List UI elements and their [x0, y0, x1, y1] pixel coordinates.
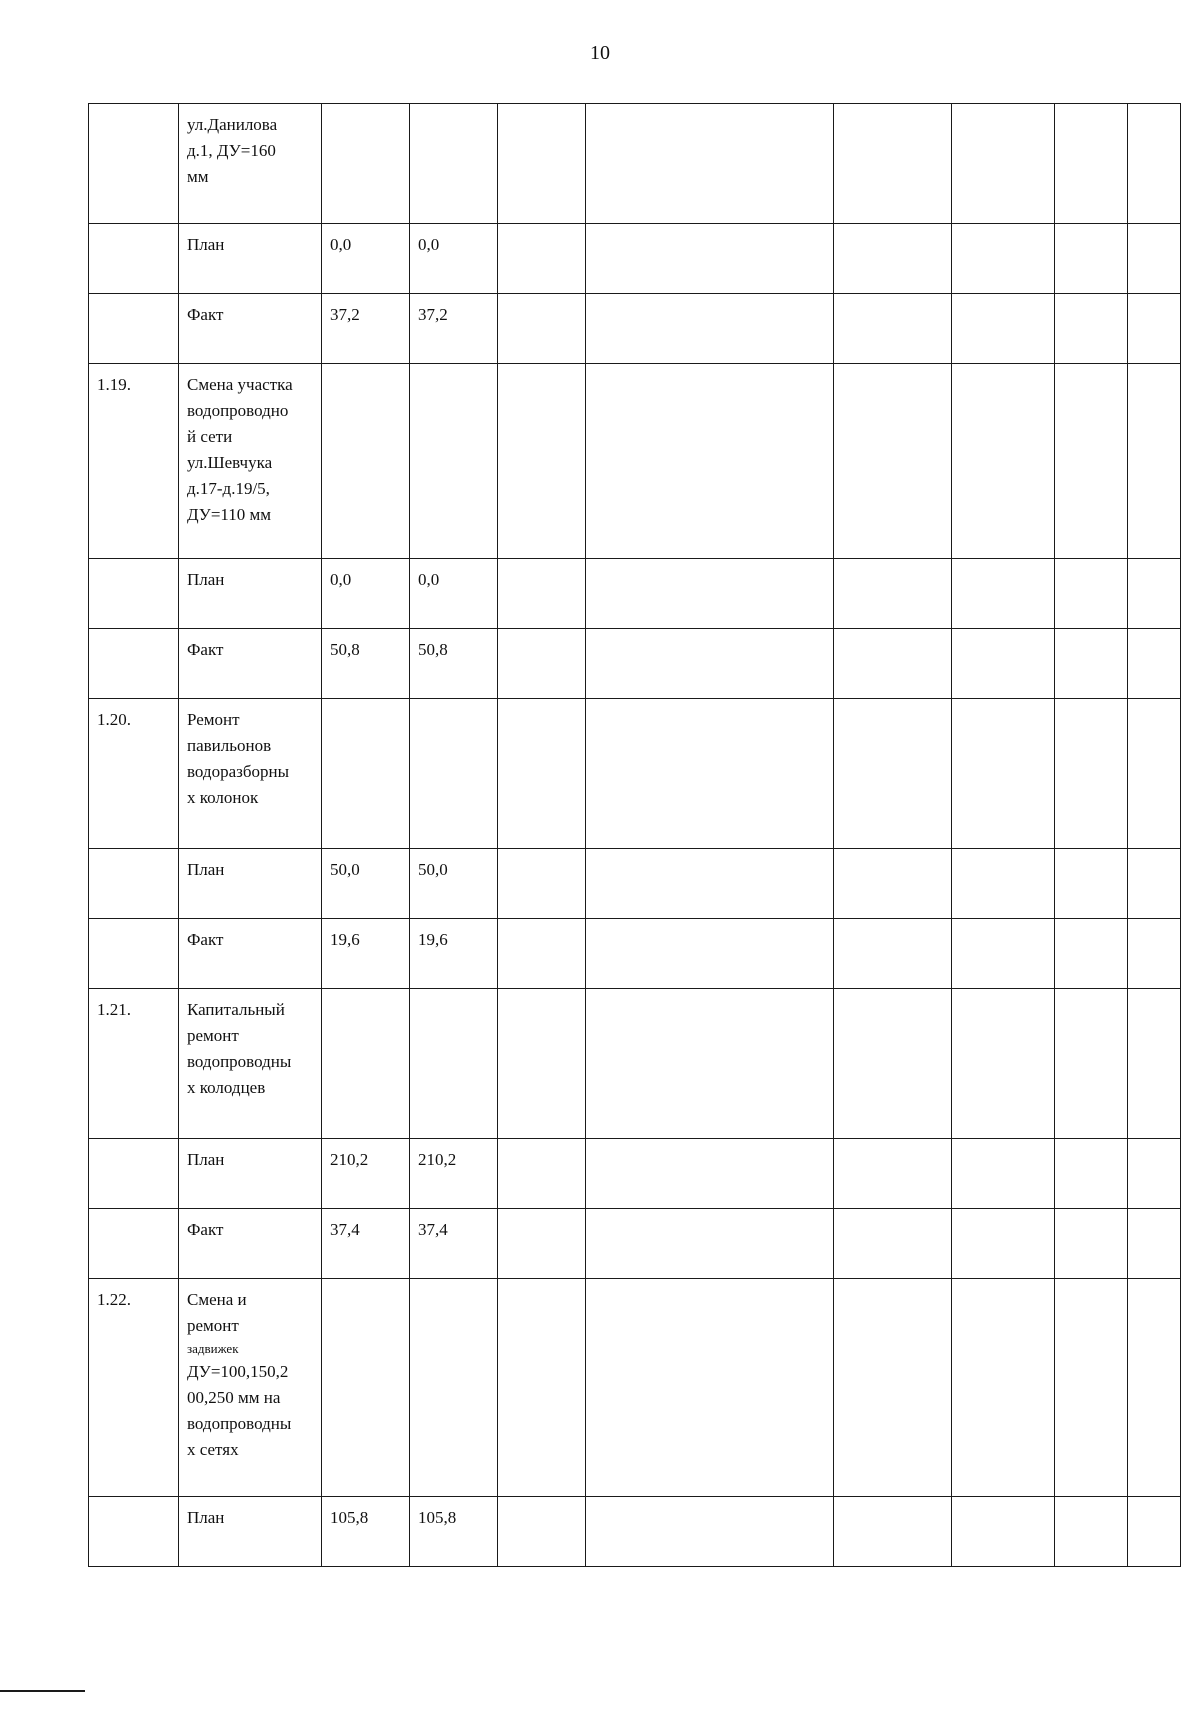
- empty-cell: [410, 989, 498, 1139]
- empty-cell: [834, 1139, 952, 1209]
- table-row: [89, 1139, 1181, 1209]
- empty-cell: [1128, 629, 1181, 699]
- item-description-cell: [179, 104, 322, 224]
- description-line: задвижек: [187, 1341, 239, 1356]
- empty-cell: [834, 989, 952, 1139]
- value-cell: 37,4: [410, 1209, 498, 1279]
- table-row: [89, 559, 1181, 629]
- empty-cell: [834, 1497, 952, 1567]
- empty-cell: [586, 1139, 834, 1209]
- empty-cell: [586, 989, 834, 1139]
- empty-cell: [89, 629, 179, 699]
- empty-cell: [498, 1209, 586, 1279]
- empty-cell: [1055, 1209, 1128, 1279]
- empty-cell: [498, 849, 586, 919]
- table-body: [89, 104, 1181, 1567]
- empty-cell: [1055, 629, 1128, 699]
- value-cell: 0,0: [410, 224, 498, 294]
- empty-cell: [952, 1279, 1055, 1497]
- table-row: [89, 224, 1181, 294]
- row-label-cell: План: [179, 849, 322, 919]
- empty-cell: [952, 849, 1055, 919]
- description-line: Смена и: [187, 1290, 247, 1309]
- item-number-cell: 1.20.: [89, 699, 179, 849]
- empty-cell: [586, 294, 834, 364]
- value-cell: 210,2: [322, 1139, 410, 1209]
- empty-cell: [834, 224, 952, 294]
- table-row: [89, 849, 1181, 919]
- empty-cell: [1055, 849, 1128, 919]
- empty-cell: [322, 364, 410, 559]
- empty-cell: [498, 629, 586, 699]
- description-line: ДУ=110 мм: [187, 505, 272, 524]
- empty-cell: [498, 919, 586, 989]
- item-description-cell: [179, 364, 322, 559]
- empty-cell: [89, 919, 179, 989]
- table-row: [89, 989, 1181, 1139]
- empty-cell: [89, 1209, 179, 1279]
- value-cell: 0,0: [410, 559, 498, 629]
- empty-cell: [834, 699, 952, 849]
- empty-cell: [322, 1279, 410, 1497]
- empty-cell: [834, 919, 952, 989]
- empty-cell: [952, 1497, 1055, 1567]
- value-cell: 105,8: [410, 1497, 498, 1567]
- table-row: [89, 1279, 1181, 1497]
- item-number-cell: 1.21.: [89, 989, 179, 1139]
- empty-cell: [1128, 364, 1181, 559]
- value-cell: 19,6: [410, 919, 498, 989]
- empty-cell: [89, 849, 179, 919]
- empty-cell: [586, 919, 834, 989]
- empty-cell: [1128, 919, 1181, 989]
- empty-cell: [1055, 699, 1128, 849]
- empty-cell: [586, 849, 834, 919]
- description-line: мм: [187, 167, 209, 186]
- empty-cell: [952, 559, 1055, 629]
- empty-cell: [89, 1497, 179, 1567]
- table-row: [89, 104, 1181, 224]
- empty-cell: [1128, 1279, 1181, 1497]
- value-cell: 50,8: [410, 629, 498, 699]
- item-number-cell: 1.22.: [89, 1279, 179, 1497]
- table-row: [89, 294, 1181, 364]
- empty-cell: [952, 699, 1055, 849]
- empty-cell: [410, 104, 498, 224]
- empty-cell: [1055, 919, 1128, 989]
- table-row: [89, 1209, 1181, 1279]
- description-line: павильонов: [187, 736, 272, 755]
- row-label-cell: План: [179, 224, 322, 294]
- empty-cell: [1055, 364, 1128, 559]
- value-cell: 210,2: [410, 1139, 498, 1209]
- empty-cell: [410, 1279, 498, 1497]
- value-cell: 0,0: [322, 224, 410, 294]
- description-line: х сетях: [187, 1440, 239, 1459]
- description-line: ул.Шевчука: [187, 453, 273, 472]
- empty-cell: [498, 559, 586, 629]
- empty-cell: [952, 989, 1055, 1139]
- empty-cell: [498, 1279, 586, 1497]
- description-line: й сети: [187, 427, 233, 446]
- value-cell: 37,4: [322, 1209, 410, 1279]
- description-line: водоразборны: [187, 762, 289, 781]
- empty-cell: [498, 1497, 586, 1567]
- empty-cell: [834, 559, 952, 629]
- empty-cell: [586, 224, 834, 294]
- empty-cell: [586, 104, 834, 224]
- empty-cell: [952, 1209, 1055, 1279]
- empty-cell: [1128, 104, 1181, 224]
- empty-cell: [586, 629, 834, 699]
- empty-cell: [586, 1279, 834, 1497]
- empty-cell: [410, 364, 498, 559]
- empty-cell: [952, 294, 1055, 364]
- empty-cell: [1128, 849, 1181, 919]
- empty-cell: [1128, 699, 1181, 849]
- empty-cell: [1055, 1497, 1128, 1567]
- empty-cell: [1055, 989, 1128, 1139]
- empty-cell: [586, 1209, 834, 1279]
- value-cell: 0,0: [322, 559, 410, 629]
- row-label-cell: Факт: [179, 629, 322, 699]
- description-line: Ремонт: [187, 710, 240, 729]
- description-line: Смена участка: [187, 375, 293, 394]
- empty-cell: [1055, 1139, 1128, 1209]
- item-description-cell: [179, 699, 322, 849]
- empty-cell: [1055, 559, 1128, 629]
- description-line: ул.Данилова: [187, 115, 278, 134]
- empty-cell: [586, 559, 834, 629]
- row-label-cell: План: [179, 559, 322, 629]
- empty-cell: [1055, 104, 1128, 224]
- empty-cell: [952, 919, 1055, 989]
- empty-cell: [1055, 1279, 1128, 1497]
- page-number: 10: [590, 42, 610, 64]
- empty-cell: [89, 559, 179, 629]
- empty-cell: [834, 294, 952, 364]
- empty-cell: [498, 294, 586, 364]
- row-label-cell: Факт: [179, 294, 322, 364]
- empty-cell: [1128, 989, 1181, 1139]
- item-description-cell: [179, 1279, 322, 1497]
- description-line: водопроводны: [187, 1414, 292, 1433]
- row-label-cell: План: [179, 1497, 322, 1567]
- data-table: [88, 103, 1181, 1567]
- empty-cell: [586, 1497, 834, 1567]
- empty-cell: [586, 699, 834, 849]
- empty-cell: [1128, 1497, 1181, 1567]
- empty-cell: [1128, 559, 1181, 629]
- empty-cell: [498, 364, 586, 559]
- table-row: [89, 699, 1181, 849]
- empty-cell: [834, 1209, 952, 1279]
- description-line: 00,250 мм на: [187, 1388, 281, 1407]
- margin-line: [0, 1690, 85, 1692]
- row-label-cell: План: [179, 1139, 322, 1209]
- empty-cell: [1128, 294, 1181, 364]
- description-line: Капитальный: [187, 1000, 285, 1019]
- description-line: водопроводны: [187, 1052, 292, 1071]
- description-line: д.1, ДУ=160: [187, 141, 276, 160]
- value-cell: 37,2: [410, 294, 498, 364]
- item-number-cell: [89, 104, 179, 224]
- empty-cell: [322, 104, 410, 224]
- table-row: [89, 919, 1181, 989]
- description-line: х колодцев: [187, 1078, 266, 1097]
- empty-cell: [834, 849, 952, 919]
- empty-cell: [498, 989, 586, 1139]
- empty-cell: [498, 1139, 586, 1209]
- empty-cell: [952, 224, 1055, 294]
- description-line: х колонок: [187, 788, 259, 807]
- description-line: ремонт: [187, 1026, 239, 1045]
- value-cell: 50,0: [322, 849, 410, 919]
- empty-cell: [322, 699, 410, 849]
- empty-cell: [586, 364, 834, 559]
- empty-cell: [834, 629, 952, 699]
- empty-cell: [1128, 224, 1181, 294]
- description-line: ДУ=100,150,2: [187, 1362, 289, 1381]
- value-cell: 50,0: [410, 849, 498, 919]
- empty-cell: [1128, 1209, 1181, 1279]
- empty-cell: [410, 699, 498, 849]
- row-label-cell: Факт: [179, 919, 322, 989]
- empty-cell: [498, 224, 586, 294]
- value-cell: 105,8: [322, 1497, 410, 1567]
- description-line: водопроводно: [187, 401, 289, 420]
- item-number-cell: 1.19.: [89, 364, 179, 559]
- item-description-cell: [179, 989, 322, 1139]
- empty-cell: [1055, 224, 1128, 294]
- value-cell: 37,2: [322, 294, 410, 364]
- row-label-cell: Факт: [179, 1209, 322, 1279]
- empty-cell: [1128, 1139, 1181, 1209]
- empty-cell: [952, 629, 1055, 699]
- table-row: [89, 364, 1181, 559]
- empty-cell: [89, 1139, 179, 1209]
- empty-cell: [322, 989, 410, 1139]
- empty-cell: [952, 104, 1055, 224]
- empty-cell: [834, 1279, 952, 1497]
- empty-cell: [952, 1139, 1055, 1209]
- description-line: д.17-д.19/5,: [187, 479, 270, 498]
- table-row: [89, 1497, 1181, 1567]
- empty-cell: [498, 699, 586, 849]
- empty-cell: [1055, 294, 1128, 364]
- table-row: [89, 629, 1181, 699]
- empty-cell: [952, 364, 1055, 559]
- value-cell: 19,6: [322, 919, 410, 989]
- empty-cell: [834, 104, 952, 224]
- value-cell: 50,8: [322, 629, 410, 699]
- description-line: ремонт: [187, 1316, 239, 1335]
- empty-cell: [89, 224, 179, 294]
- empty-cell: [498, 104, 586, 224]
- empty-cell: [89, 294, 179, 364]
- empty-cell: [834, 364, 952, 559]
